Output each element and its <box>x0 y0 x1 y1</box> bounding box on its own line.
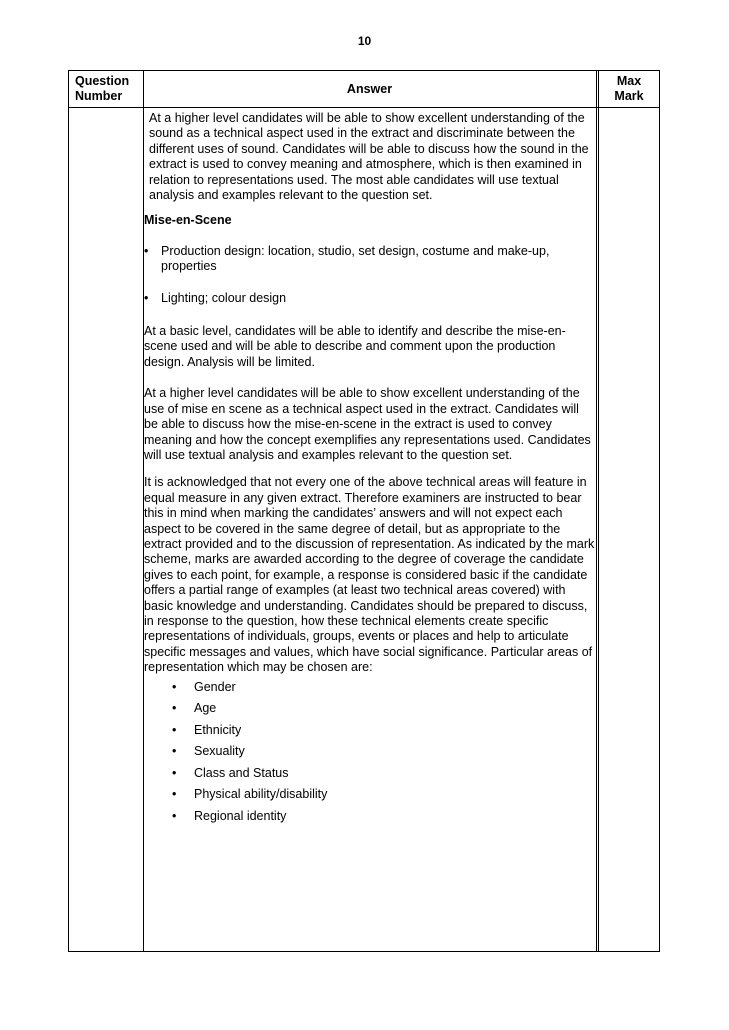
bullet-icon: • <box>144 243 149 258</box>
list-item: • Ethnicity <box>172 722 242 737</box>
mise-bullet-item <box>144 244 596 275</box>
list-item: • Class and Status <box>172 765 289 780</box>
mise-en-scene-heading: Mise-en-Scene <box>144 213 232 228</box>
column-divider-answer-double <box>598 71 599 951</box>
bullet-icon: • <box>172 765 177 780</box>
column-divider-answer <box>596 71 597 951</box>
answer-cell <box>144 111 596 828</box>
bullet-icon: • <box>172 679 177 694</box>
list-item: • Sexuality <box>172 744 245 759</box>
bullet-icon: • <box>144 290 149 305</box>
mise-bullet-text: Production design: location, studio, set design, costume and make-up, properties <box>161 243 550 274</box>
list-item: • Physical ability/disability <box>172 787 328 802</box>
header-row-divider <box>69 107 659 108</box>
mise-bullet-item <box>144 291 596 306</box>
header-question-number: Question Number <box>75 74 130 103</box>
sound-higher-paragraph: At a higher level candidates will be able to show excellent understanding of the sound as a technical aspect used in the extract and discriminate between the different uses of sound. Candidates will be able to discuss how the sound in the extract is used to convey meaning and atmosphere, which is then examined in relation to representations used. The most able candidates will use textual analysis and examples relevant to the question set. <box>149 111 589 203</box>
mise-basic-paragraph: At a basic level, candidates will be able to identify and describe the mise-en-scene used and will be able to describe and comment upon the production design. Analysis will be limited. <box>144 324 566 369</box>
bullet-icon: • <box>172 744 177 759</box>
list-item: • Regional identity <box>172 808 287 823</box>
acknowledgement-paragraph: It is acknowledged that not every one of the above technical areas will feature in equal measure in any given extract. Therefore examiners are instructed to bear this in mind when marking the candidates’ answers and will not expect each aspect to be covered in the same degree of detail, but as appropriate to the extract provided and to the discussion of representation. As indicated by the mark scheme, marks are awarded according to the degree of coverage the candidate gives to each point, for example, a response is considered basic if the candidate offers a partial range of examples (at least two technical areas covered) with basic knowledge and understanding. Candidates should be prepared to discuss, in response to the question, how these technical elements create specific representations of individuals, groups, events or places and help to articulate specific messages and values, which have social significance. Particular areas of representation which may be chosen are: <box>144 475 595 675</box>
bullet-icon: • <box>172 808 177 823</box>
header-max-mark: Max Mark <box>614 74 644 103</box>
list-item: • Gender <box>172 679 236 694</box>
bullet-icon: • <box>172 787 177 802</box>
representation-areas-list <box>144 678 596 829</box>
bullet-icon: • <box>172 701 177 716</box>
mise-bullet-text: Lighting; colour design <box>161 290 287 305</box>
mise-higher-paragraph: At a higher level candidates will be able to show excellent understanding of the use of mise en scene as a technical aspect used in the extract. Candidates will be able to discuss how the mise-en-scene in the extract is used to convey meaning and how the concept exemplifies any representations used. Candidates will use textual analysis and examples relevant to the question set. <box>144 386 591 462</box>
page-number: 10 <box>357 34 372 48</box>
header-answer: Answer <box>346 82 393 96</box>
list-item: • Age <box>172 701 217 716</box>
bullet-icon: • <box>172 722 177 737</box>
